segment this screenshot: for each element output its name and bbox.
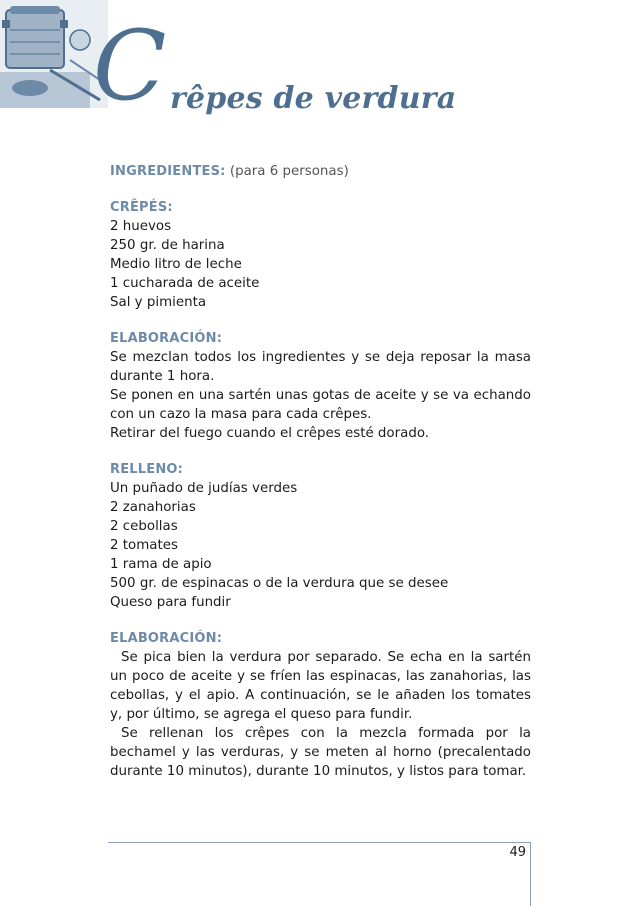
ingredients-label: INGREDIENTES: [110, 164, 226, 179]
filling-label: RELLENO: [110, 462, 184, 477]
list-item: 1 cucharada de aceite [110, 276, 260, 291]
list-item: 2 huevos [110, 219, 172, 234]
ingredients-header [110, 162, 531, 181]
recipe-content [110, 162, 531, 798]
list-item: 2 tomates [110, 538, 178, 553]
list-item: Un puñado de judías verdes [110, 481, 298, 496]
page-title: rêpes de verdura [170, 81, 457, 116]
elaboration-label: ELABORACIÓN: [110, 631, 223, 646]
servings-note: (para 6 personas) [229, 164, 349, 179]
elaboration-label: ELABORACIÓN: [110, 331, 223, 346]
list-item: Sal y pimienta [110, 295, 207, 310]
list-item: Medio litro de leche [110, 257, 242, 272]
list-item: 1 rama de apio [110, 557, 212, 572]
footer-vertical-rule [530, 842, 531, 906]
elaboration-section-1 [110, 329, 531, 443]
paragraph: Retirar del fuego cuando el crêpes esté dorado. [110, 426, 430, 441]
kitchen-illustration [0, 0, 108, 108]
paragraph: Se rellenan los crêpes con la mezcla formada por la bechamel y las verduras, y se meten al horno (precalentado durante 10 minutos), durante 10 minutos, y listos para tomar. [110, 726, 531, 779]
footer-rule [108, 842, 531, 843]
paragraph: Se ponen en una sartén unas gotas de aceite y se va echando con un cazo la masa para cada crêpes. [110, 388, 531, 422]
list-item: 2 zanahorias [110, 500, 196, 515]
elaboration-section-2 [110, 629, 531, 781]
filling-section [110, 460, 531, 612]
paragraph: Se pica bien la verdura por separado. Se echa en la sartén un poco de aceite y se fríen las espinacas, las zanahorias, las cebollas, y el apio. A continuación, se le añaden los tomates y, por último, se agrega el queso para fundir. [110, 650, 531, 722]
list-item: Queso para fundir [110, 595, 231, 610]
crepes-section [110, 198, 531, 312]
paragraph: Se mezclan todos los ingredientes y se deja reposar la masa durante 1 hora. [110, 350, 531, 384]
title-initial: C [93, 10, 167, 122]
list-item: 2 cebollas [110, 519, 178, 534]
list-item: 500 gr. de espinacas o de la verdura que se desee [110, 576, 449, 591]
page-number: 49 [509, 845, 526, 860]
list-item: 250 gr. de harina [110, 238, 225, 253]
crepes-label: CRÊPÉS: [110, 200, 173, 215]
